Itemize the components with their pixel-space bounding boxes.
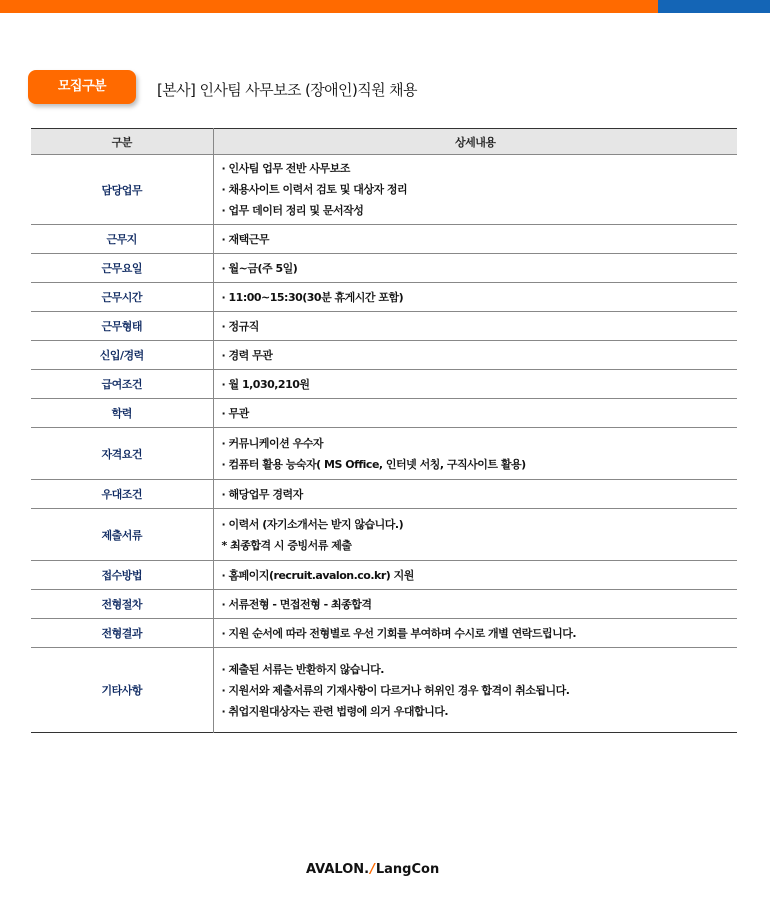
- job-title: [본사] 인사팀 사무보조 (장애인)직원 채용: [157, 81, 417, 99]
- detail-line: · 11:00~15:30(30분 휴게시간 포함): [221, 290, 404, 304]
- row-label: 근무지: [31, 225, 213, 254]
- row-label: 전형결과: [31, 619, 213, 648]
- row-detail: [213, 254, 737, 283]
- job-details-table: [31, 128, 737, 733]
- detail-line: · 경력 무관: [221, 348, 273, 362]
- row-detail: [213, 399, 737, 428]
- row-detail: [213, 561, 737, 590]
- company-logo: [306, 862, 439, 882]
- row-label: 기타사항: [31, 648, 213, 733]
- table-row: [31, 341, 737, 370]
- table-row: [31, 509, 737, 561]
- detail-line: · 채용사이트 이력서 검토 및 대상자 정리: [221, 183, 408, 196]
- row-label: 근무형태: [31, 312, 213, 341]
- table-row: [31, 370, 737, 399]
- logo-slash-mark: /: [370, 862, 375, 877]
- table-row: [31, 254, 737, 283]
- detail-line: · 컴퓨터 활용 능숙자( MS Office, 인터넷 서칭, 구직사이트 활용): [221, 457, 526, 471]
- table-row: [31, 312, 737, 341]
- row-label: 신입/경력: [31, 341, 213, 370]
- row-label: 근무시간: [31, 283, 213, 312]
- detail-line: · 업무 데이터 정리 및 문서작성: [221, 204, 364, 217]
- table-row: [31, 428, 737, 480]
- row-detail: [213, 590, 737, 619]
- row-label: 전형절차: [31, 590, 213, 619]
- top-bar-orange: [0, 0, 658, 13]
- detail-line: · 취업지원대상자는 관련 법령에 의거 우대합니다.: [221, 704, 449, 718]
- detail-line: · 커뮤니케이션 우수자: [221, 436, 323, 450]
- table-row: [31, 399, 737, 428]
- detail-line: · 월 1,030,210원: [221, 377, 310, 391]
- table-row: [31, 225, 737, 254]
- table-row: [31, 590, 737, 619]
- row-detail: [213, 283, 737, 312]
- detail-line: · 제출된 서류는 반환하지 않습니다.: [221, 662, 384, 676]
- row-detail: [213, 155, 737, 225]
- row-detail: [213, 341, 737, 370]
- row-detail: [213, 619, 737, 648]
- top-bar-blue: [658, 0, 770, 13]
- table-row: [31, 619, 737, 648]
- row-label: 학력: [31, 399, 213, 428]
- row-label: 담당업무: [31, 155, 213, 225]
- table-row: [31, 480, 737, 509]
- top-accent-bar: [0, 0, 770, 13]
- header-category: 구분: [31, 129, 213, 155]
- row-detail: [213, 509, 737, 561]
- row-label: 제출서류: [31, 509, 213, 561]
- table-row: [31, 648, 737, 733]
- detail-line: · 정규직: [221, 319, 259, 333]
- detail-line: * 최종합격 시 증빙서류 제출: [221, 538, 352, 552]
- detail-line: · 월~금(주 5일): [221, 261, 298, 275]
- table-row: [31, 155, 737, 225]
- detail-line: · 지원서와 제출서류의 기재사항이 다르거나 허위인 경우 합격이 취소됩니다.: [221, 683, 570, 697]
- table-row: [31, 561, 737, 590]
- detail-line: · 무관: [221, 406, 249, 420]
- table-body: [31, 155, 737, 733]
- detail-line: · 인사팀 업무 전반 사무보조: [221, 162, 350, 175]
- detail-line: · 서류전형 - 면접전형 - 최종합격: [221, 597, 372, 611]
- detail-line: · 해당업무 경력자: [221, 487, 303, 501]
- detail-line: · 이력서 (자기소개서는 받지 않습니다.): [221, 517, 404, 531]
- table-header-row: [31, 129, 737, 155]
- detail-line: · 재택근무: [221, 232, 270, 246]
- logo-avalon: AVALON.: [306, 862, 370, 877]
- row-detail: [213, 225, 737, 254]
- row-label: 우대조건: [31, 480, 213, 509]
- row-label: 급여조건: [31, 370, 213, 399]
- row-label: 근무요일: [31, 254, 213, 283]
- logo-langcon: LangCon: [375, 862, 440, 877]
- row-detail: [213, 428, 737, 480]
- category-badge: 모집구분: [28, 70, 136, 104]
- row-detail: [213, 312, 737, 341]
- row-label: 자격요건: [31, 428, 213, 480]
- row-label: 접수방법: [31, 561, 213, 590]
- detail-line: · 지원 순서에 따라 전형별로 우선 기회를 부여하며 수시로 개별 연락드립니다.: [221, 626, 577, 640]
- row-detail: [213, 370, 737, 399]
- detail-line: · 홈페이지(recruit.avalon.co.kr) 지원: [221, 568, 414, 582]
- table-row: [31, 283, 737, 312]
- row-detail: [213, 648, 737, 733]
- header-details: 상세내용: [213, 129, 737, 155]
- row-detail: [213, 480, 737, 509]
